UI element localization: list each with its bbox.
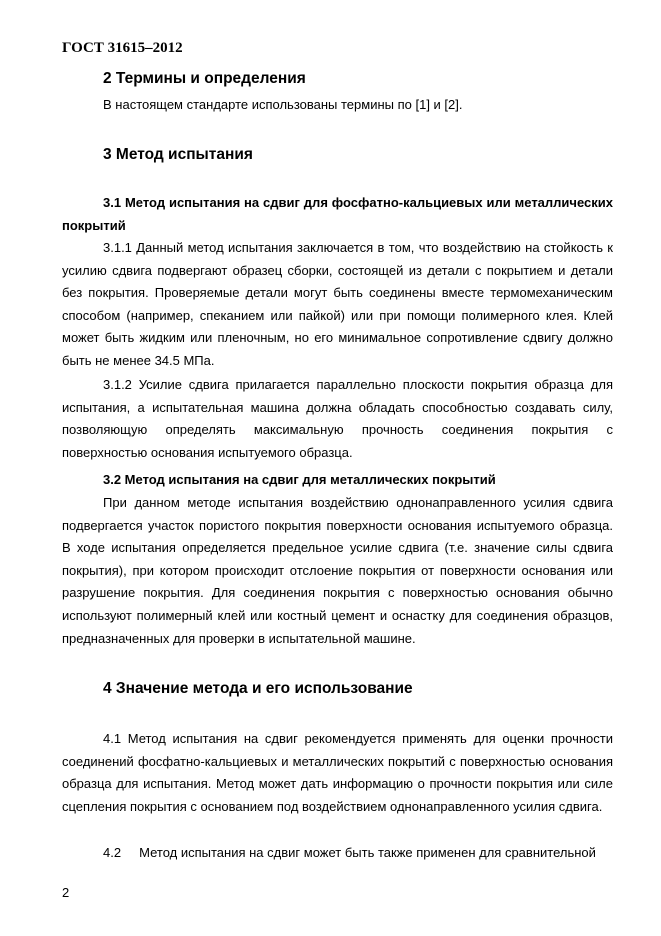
page-number: 2 [62, 885, 70, 900]
paragraph-3-1-1: 3.1.1 Данный метод испытания заключается в том, что воздействию на стойкость к усилию сдвига подвергают образец сборки, состоящей из детали с покрытием и детали без покрытия. Проверяемые детали могут быть соединены вместе термомеханическим способом (например, спеканием или пайкой) или при помощи полимерного клея. Клей может быть жидким или пленочным, но его минимальное сопротивление сдвигу должно быть не менее 34.5 МПа. [62, 240, 613, 368]
standard-id: ГОСТ 31615–2012 [62, 40, 183, 56]
section-4-heading: 4 Значение метода и его использование [103, 680, 413, 697]
paragraph-4-2: 4.2 Метод испытания на сдвиг может быть также применен для сравнительной [103, 845, 596, 860]
paragraph-3-2: При данном методе испытания воздействию однонаправленного усилия сдвига подвергается участок пористого покрытия поверхности основания испытуемого образца. В ходе испытания определяется предельное усилие сдвига (т.е. значение силы сдвига покрытия), при котором происходит отслоение покрытия от поверхности основания или разрушение покрытия. Для соединения покрытия с поверхностью основания обычно используют полимерный клей или костный цемент и оснастку для соединения образцов, предназначенных для проверки в испытательной машине. [62, 495, 613, 646]
section-2-heading: 2 Термины и определения [103, 70, 306, 87]
section-2-paragraph: В настоящем стандарте использованы термины по [1] и [2]. [103, 97, 463, 112]
subsection-3-2-heading: 3.2 Метод испытания на сдвиг для металлических покрытий [103, 472, 496, 487]
paragraph-4-1: 4.1 Метод испытания на сдвиг рекомендуется применять для оценки прочности соединений фосфатно-кальциевых и металлических покрытий с поверхностью основания образца для испытания. Метод может дать информацию о прочности покрытия или силе сцепления покрытия с основанием под воздействием однонаправленного усилия сдвига. [62, 731, 613, 814]
paragraph-3-1-2: 3.1.2 Усилие сдвига прилагается параллельно плоскости покрытия образца для испытания, а испытательная машина должна обладать способностью создавать силу, позволяющую определять максимальную прочность соединения покрытия с поверхностью основания испытуемого образца. [62, 377, 613, 460]
section-3-heading: 3 Метод испытания [103, 146, 253, 163]
subsection-3-1-heading: 3.1 Метод испытания на сдвиг для фосфатно-кальциевых или металлических покрытий [62, 195, 613, 233]
